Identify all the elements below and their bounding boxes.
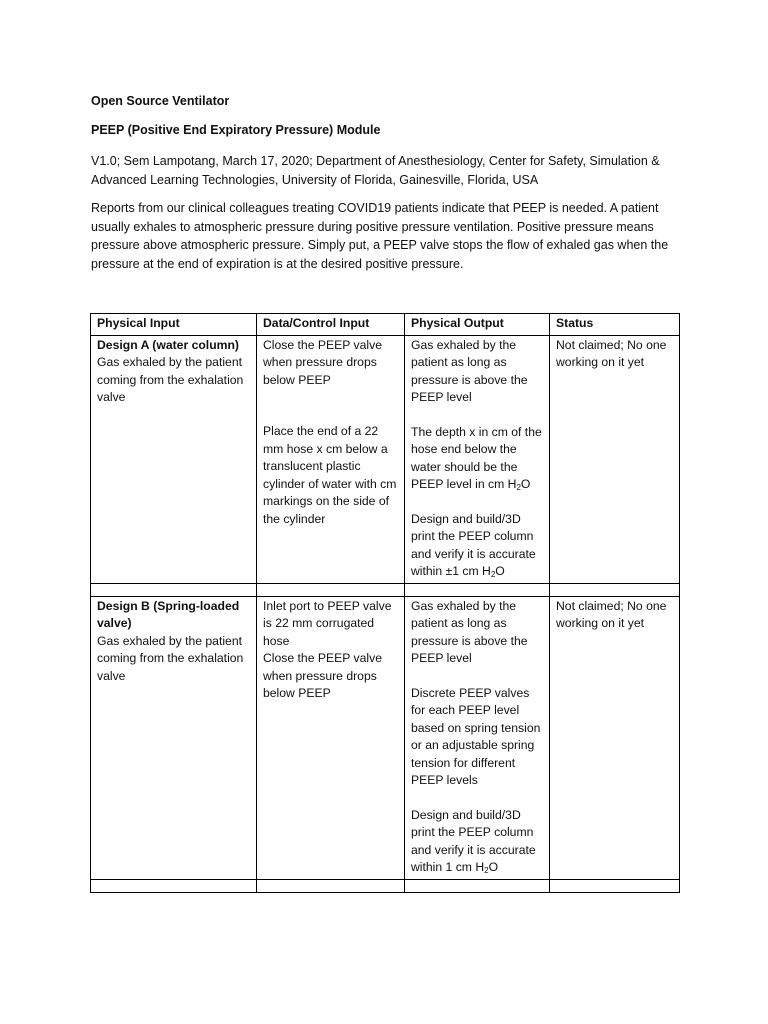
table-row-design-a (91, 335, 680, 583)
version-attribution (91, 152, 681, 189)
design-a-physical-input-cell (91, 335, 257, 583)
design-a-control-text: Close the PEEP valve when pressure drops below PEEP (263, 337, 383, 387)
table-row-design-b (91, 596, 680, 879)
empty-cell (405, 583, 550, 596)
design-b-control-cell (257, 596, 405, 879)
output-text: Design and build/3D print the PEEP column and verify it is accurate within 1 cm H (411, 807, 536, 874)
empty-cell (405, 879, 550, 892)
design-b-output-cell (405, 596, 550, 879)
design-b-output-text: Gas exhaled by the patient as long as pressure is above the PEEP level (411, 598, 528, 665)
output-text: O (495, 564, 505, 578)
design-a-status-cell: Not claimed; No one working on it yet (550, 335, 680, 583)
design-a-output-text: Gas exhaled by the patient as long as pressure is above the PEEP level (411, 337, 528, 404)
empty-cell (550, 583, 680, 596)
design-b-output-build-text (411, 807, 543, 877)
design-b-control-text: Close the PEEP valve when pressure drops below PEEP (263, 651, 383, 700)
design-b-status-cell: Not claimed; No one working on it yet (550, 596, 680, 879)
table-spacer-row (91, 879, 680, 892)
empty-cell (91, 583, 257, 596)
design-a-output-cell (405, 335, 550, 583)
intro-line: pressure at the end of expiration is at the desired positive pressure. (91, 256, 464, 271)
subscript: 2 (484, 866, 489, 875)
design-a-output-build-text (411, 511, 543, 581)
design-b-physical-input-cell (91, 596, 257, 879)
intro-line: Reports from our clinical colleagues treating COVID19 patients indicate that PEEP is needed. A patient (91, 201, 659, 215)
intro-line: usually exhales to atmospheric pressure during positive pressure ventilation. Positive pressure means (91, 219, 654, 234)
empty-cell (91, 879, 257, 892)
table-header-row (91, 314, 680, 336)
design-b-control-text: Inlet port to PEEP valve is 22 mm corrugated hose (263, 598, 392, 648)
design-b-output-text: Discrete PEEP valves for each PEEP level based on spring tension or an adjustable spring tension for different PEEP levels (411, 685, 541, 787)
column-header-status: Status (550, 314, 680, 336)
table-spacer-row (91, 583, 680, 596)
output-text: Design and build/3D print the PEEP column and verify it is accurate within ±1 cm H (411, 511, 536, 578)
output-text: O (488, 860, 499, 874)
empty-cell (257, 879, 405, 892)
column-header-physical-output: Physical Output (405, 314, 550, 336)
module-title: PEEP (Positive End Expiratory Pressure) Module (91, 123, 381, 137)
design-b-physical-input-text: Gas exhaled by the patient coming from the exhalation valve (97, 633, 244, 683)
meta-line: Advanced Learning Technologies, University of Florida, Gainesville, Florida, USA (91, 172, 539, 187)
design-a-physical-input-text: Gas exhaled by the patient coming from the exhalation valve (97, 355, 244, 404)
intro-line: pressure above atmospheric pressure. Simply put, a PEEP valve stops the flow of exhaled gas when the (91, 238, 669, 252)
design-a-control-cell (257, 335, 405, 583)
empty-cell (257, 583, 405, 596)
column-header-physical-input: Physical Input (91, 314, 257, 336)
intro-paragraph (91, 199, 681, 273)
meta-line: V1.0; Sem Lampotang, March 17, 2020; Department of Anesthesiology, Center for Safety, Simulation & (91, 154, 660, 168)
peep-design-table (90, 313, 680, 893)
document-title: Open Source Ventilator (91, 94, 230, 108)
design-a-title: Design A (water column) (97, 337, 239, 352)
column-header-data-control-input: Data/Control Input (257, 314, 405, 336)
design-a-output-depth-text (411, 424, 543, 494)
output-text: O (520, 477, 531, 491)
output-text: The depth x in cm of the hose end below the water should be the PEEP level in cm H (411, 424, 542, 491)
design-a-control-text: Place the end of a 22 mm hose x cm below a translucent plastic cylinder of water with cm markings on the side of the cylinder (263, 424, 397, 526)
subscript: 2 (490, 570, 496, 579)
subscript: 2 (516, 483, 521, 492)
empty-cell (550, 879, 680, 892)
design-b-title: Design B (Spring-loaded valve) (97, 598, 240, 630)
